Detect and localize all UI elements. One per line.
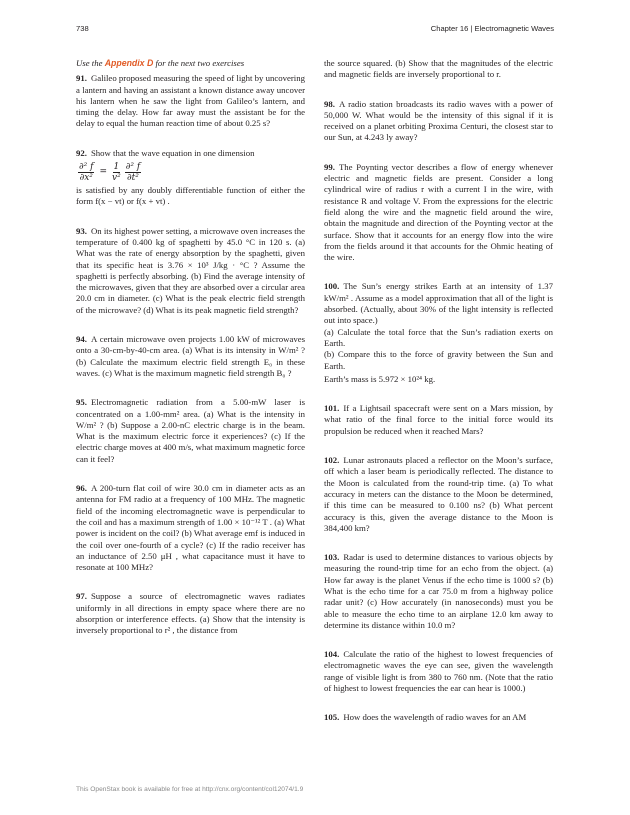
page-footer: This OpenStax book is available for free at http://cnx.org/content/col12074/1.9 <box>76 786 304 793</box>
exercise-102 <box>324 455 553 534</box>
exercise-101 <box>324 403 553 437</box>
exercise-91 <box>76 73 305 129</box>
exercise-number: 102. <box>324 455 340 466</box>
chapter-title: Chapter 16 | Electromagnetic Waves <box>430 24 554 33</box>
wave-equation: $\frac{\text{∂² f}}{\text{∂x²}}$ = $\frac{1}{\text{v²}}$ $\frac{\text{∂² f}}{\text{∂t²}}$ <box>79 162 141 184</box>
exercise-part-a: (a) Calculate the total force that the Sun’s radiation exerts on Earth. <box>324 326 553 348</box>
exercise-95 <box>76 397 305 465</box>
exercise-104 <box>324 649 553 694</box>
intro-line: Use the Appendix D for the next two exercises <box>76 58 245 68</box>
exercise-number: 101. <box>324 403 340 414</box>
exercise-96 <box>76 483 305 573</box>
exercise-text: Lunar astronauts placed a reflector on the Moon’s surface, off which a laser beam is periodically reflected. The distance to the Moon is calculated from the round-trip time. (a) To what accuracy in meters can the distance to the Moon be determined, if this time can be measured to 0.100 ns? (b) What percent accuracy is this, given the average distance to the Moon is 384,400 km? <box>324 455 553 533</box>
exercise-number: 98. <box>324 98 335 109</box>
exercise-text: Galileo proposed measuring the speed of light by uncovering a lantern and having an assistant a known distance away uncover his lantern when he saw the light from Galileo’s lantern, and timing the delay. How far away must the assistant be for the delay to equal the human reaction time of about 0.25 s? <box>76 73 305 129</box>
exercise-text: the source squared. (b) Show that the magnitudes of the electric and magnetic fields are inversely proportional to r. <box>324 58 553 80</box>
exercise-92 <box>76 148 305 208</box>
earth-mass-note: Earth’s mass is 5.972 × 10²⁴ kg. <box>324 373 436 384</box>
exercise-94 <box>76 334 305 379</box>
exercise-103 <box>324 552 553 631</box>
exercise-text: Suppose a source of electromagnetic waves radiates uniformly in all directions in empty space where there are no absorption or interference effects. (a) Show that the intensity is inversely proportional to r² , the distance from <box>76 591 305 636</box>
exercise-text: Calculate the ratio of the highest to lowest frequencies of electromagnetic waves the eye can see, given the wavelength range of visible light is from 380 to 760 nm. (Note that the ratio of highest to lowest frequencies the ear can hear is 1000.) <box>324 649 553 694</box>
exercise-number: 96. <box>76 483 87 494</box>
exercise-number: 94. <box>76 334 87 345</box>
exercise-number: 99. <box>324 161 335 172</box>
exercise-number: 103. <box>324 552 340 563</box>
exercise-105 <box>324 712 553 723</box>
exercise-number: 100. <box>324 281 340 292</box>
exercise-text: Electromagnetic radiation from a 5.00-mW laser is concentrated on a 1.00-mm² area. (a) What is the intensity in W/m² ? (b) Suppose a 2.00-nC electric charge is in the beam. What is the maximum electric force it experiences? (c) If the electric charge moves at 400 m/s, what maximum magnetic force can it feel? <box>76 397 305 464</box>
exercise-93 <box>76 226 305 316</box>
exercise-text-cont: is satisfied by any doubly differentiable function of either the form f(x − vt) or f(x + vt) . <box>76 185 305 207</box>
exercise-text: A certain microwave oven projects 1.00 kW of microwaves onto a 30-cm-by-40-cm area. (a) What is its intensity in W/m² ? (b) Calculate the maximum electric field strength E₀ in these waves. (c) What is the maximum magnetic field strength B₀ ? <box>76 334 305 378</box>
exercise-97 <box>76 591 305 636</box>
exercise-number: 92. <box>76 147 87 158</box>
exercise-number: 93. <box>76 225 87 236</box>
exercise-number: 104. <box>324 649 340 660</box>
exercise-text: How does the wavelength of radio waves for an AM <box>343 712 527 723</box>
exercise-text: The Poynting vector describes a flow of energy whenever electric and magnetic fields are present. Consider a long cylindrical wire of radius r with a current I in the wire, with resistance R and voltage V. From the expressions for the electric field along the wire and the magnetic field around the wire, obtain the magnitude and direction of the Poynting vector at the surface. Show that it accounts for an energy flow into the wire from the fields around it that accounts for the Ohmic heating of the wire. <box>324 161 553 263</box>
exercise-text: On its highest power setting, a microwave oven increases the temperature of 0.400 kg of spaghetti by 45.0 °C in 120 s. (a) What was the rate of energy absorption by the spaghetti, given that its specific heat is 3.76 × 10³ J/kg · °C ? Assume the spaghetti is perfectly absorbing. (b) Find the average intensity of the microwaves, given that they are absorbed over a circular area 20.0 cm in diameter. (c) What is the peak electric field strength of the microwave? (d) What is its peak magnetic field strength? <box>76 225 305 315</box>
appendix-link[interactable]: Appendix D <box>104 58 154 68</box>
exercise-text: Show that the wave equation in one dimension <box>90 147 255 158</box>
exercise-text: If a Lightsail spacecraft were sent on a Mars mission, by what ratio of the final force to the initial force would its propulsion be reduced when it reached Mars? <box>324 403 553 436</box>
exercise-text: A radio station broadcasts its radio waves with a power of 50,000 W. What would be the intensity of this signal if it is received on a planet orbiting Proxima Centuri, the closest star to our Sun, at 4.243 ly away? <box>324 98 553 143</box>
exercise-100 <box>324 281 553 385</box>
exercise-98 <box>324 99 553 144</box>
left-column <box>76 58 305 645</box>
exercise-number: 97. <box>76 591 87 602</box>
exercise-part-b: (b) Compare this to the force of gravity between the Sun and Earth. <box>324 349 553 371</box>
exercise-99 <box>324 162 553 264</box>
page-number: 738 <box>76 24 89 33</box>
exercise-text: The Sun’s energy strikes Earth at an intensity of 1.37 kW/m² . Assume as a model approximation that all of the light is absorbed. (Actually, about 30% of the light intensity is reflected out into space.) <box>324 281 553 326</box>
exercise-text: Radar is used to determine distances to various objects by measuring the round-trip time for an echo from the object. (a) How far away is the planet Venus if the echo time is 1000 s? (b) What is the echo time for a car 75.0 m from a highway police radar unit? (c) How accurately (in nanoseconds) must you be able to measure the echo time to an airplane 12.0 km away to determine its distance within 10.0 m? <box>324 552 553 630</box>
exercise-97-cont <box>324 58 553 81</box>
exercise-number: 95. <box>76 397 87 408</box>
right-column <box>324 58 553 732</box>
exercise-number: 91. <box>76 73 87 84</box>
exercise-text: A 200-turn flat coil of wire 30.0 cm in diameter acts as an antenna for FM radio at a frequency of 100 MHz. The magnetic field of the incoming electromagnetic wave is perpendicular to the coil and has a maximum strength of 1.00 × 10⁻¹² T . (a) What power is incident on the coil? (b) What average emf is induced in the coil over one-fourth of a cycle? (c) If the radio receiver has an inductance of 2.50 μH , what capacitance must it have to resonate at 100 MHz? <box>76 483 305 573</box>
exercise-number: 105. <box>324 712 340 723</box>
